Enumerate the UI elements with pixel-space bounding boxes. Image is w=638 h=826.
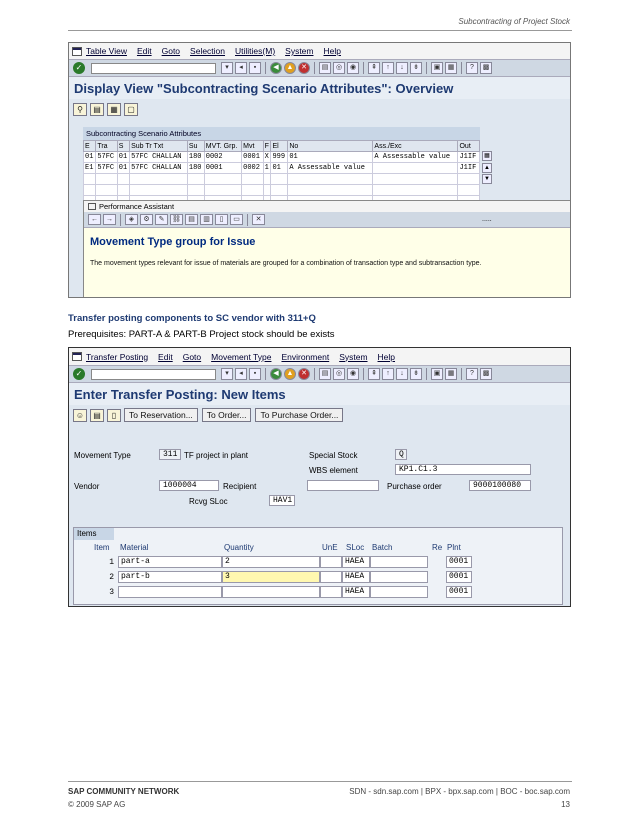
pa-text: The movement types relevant for issue of materials are grouped for a combination of transaction type and subtransaction type.	[90, 260, 482, 267]
footer-divider	[68, 781, 572, 782]
une-input[interactable]	[320, 586, 342, 598]
vendor-field[interactable]: 1000004	[159, 480, 219, 491]
items-caption: Items	[74, 528, 114, 540]
scenario-attributes-table	[83, 127, 480, 207]
footer-links: SDN - sdn.sap.com | BPX - bpx.sap.com | BOC - boc.sap.com	[349, 787, 570, 796]
vendor-label: Vendor	[74, 482, 100, 491]
wbs-element-label: WBS element	[309, 466, 358, 475]
table-cell	[271, 185, 288, 196]
table-cell: A Assessable value	[288, 163, 373, 174]
table-cell	[271, 174, 288, 185]
pa-back-icon[interactable]: ←	[88, 214, 101, 225]
column-header[interactable]: F	[263, 141, 271, 152]
table-cell: 180	[187, 163, 204, 174]
toolbar-separator	[363, 368, 364, 380]
last-page-icon[interactable]: ⇟	[410, 62, 422, 74]
table-cell: 0002	[204, 152, 241, 163]
material-input[interactable]: part-b	[118, 571, 222, 583]
col-une: UnE	[322, 543, 338, 552]
table-cell: X	[263, 152, 271, 163]
toolbar-separator	[120, 214, 121, 226]
une-input[interactable]	[320, 556, 342, 568]
table-cell: J1IF	[458, 163, 480, 174]
person-icon[interactable]: ☺	[73, 409, 87, 422]
column-header[interactable]: Out	[458, 141, 480, 152]
last-page-icon[interactable]: ⇟	[410, 368, 422, 380]
toolbar-separator	[265, 62, 266, 74]
table-row[interactable]	[84, 163, 480, 174]
back-icon[interactable]: ◀	[270, 368, 282, 380]
table-cell	[204, 185, 241, 196]
plant-input[interactable]: 0001	[446, 571, 472, 583]
empty-table-row[interactable]	[84, 174, 480, 185]
pa-doc-icon[interactable]: ▯	[215, 214, 228, 225]
table-cell	[373, 185, 458, 196]
toolbar-separator	[247, 214, 248, 226]
table-cell	[373, 174, 458, 185]
table-cell: 01	[288, 152, 373, 163]
movement-type-field: 311	[159, 449, 181, 460]
find-icon[interactable]: ◎	[333, 62, 345, 74]
recipient-field[interactable]	[307, 480, 379, 491]
items-section	[73, 527, 563, 605]
save-icon[interactable]: ▪	[249, 62, 261, 74]
new-session-icon[interactable]: ▣	[431, 62, 443, 74]
footer-sdn[interactable]: SDN - sdn.sap.com	[349, 787, 419, 796]
application-toolbar	[69, 99, 570, 119]
find-next-icon[interactable]: ◉	[347, 62, 359, 74]
rcvg-sloc-label: Rcvg SLoc	[189, 497, 228, 506]
column-header[interactable]: No	[288, 141, 373, 152]
column-header[interactable]: Sub Tr Txt	[130, 141, 188, 152]
performance-assistant	[83, 200, 571, 298]
cancel-icon[interactable]: ✕	[298, 368, 310, 380]
back-arrow-icon[interactable]: ◂	[235, 62, 247, 74]
quantity-input[interactable]: 3	[222, 571, 320, 583]
quantity-input[interactable]: 2	[222, 556, 320, 568]
table-cell	[263, 185, 271, 196]
back-arrow-icon[interactable]: ◂	[235, 368, 247, 380]
menu-goto[interactable]: Goto	[161, 46, 181, 56]
back-icon[interactable]: ◀	[270, 62, 282, 74]
dropdown-icon[interactable]: ▾	[221, 368, 233, 380]
table-row[interactable]	[84, 152, 480, 163]
item-number: 2	[109, 573, 114, 582]
menu-edit[interactable]: Edit	[158, 351, 173, 362]
toolbar-separator	[426, 62, 427, 74]
table-caption: Subcontracting Scenario Attributes	[83, 127, 480, 140]
movement-type-label: Movement Type	[74, 451, 131, 460]
deselect-all-icon[interactable]: ▢	[124, 103, 138, 116]
pa-link-icon[interactable]: ⛓	[170, 214, 183, 225]
standard-toolbar	[69, 59, 570, 77]
toolbar-separator	[314, 368, 315, 380]
footer-boc[interactable]: BOC - boc.sap.com	[500, 787, 570, 796]
pa-glossary-icon[interactable]: ◈	[125, 214, 138, 225]
exit-icon[interactable]: ▲	[284, 62, 296, 74]
table-cell: 0002	[242, 163, 263, 174]
sap-window-transfer-posting	[68, 347, 571, 607]
menu-system[interactable]: System	[339, 351, 368, 362]
table-cell	[373, 163, 458, 174]
new-session-icon[interactable]: ▣	[431, 368, 443, 380]
pa-close-icon[interactable]: ✕	[252, 214, 265, 225]
prev-page-icon[interactable]: ↑	[382, 368, 394, 380]
pa-title-bar	[84, 201, 571, 212]
shortcut-icon[interactable]: ▦	[445, 62, 457, 74]
sap-window-table-view	[68, 42, 571, 298]
display-change-icon[interactable]: ⚲	[73, 103, 87, 116]
window-icon[interactable]	[72, 47, 82, 56]
toolbar-separator	[461, 368, 462, 380]
table-cell: 01	[117, 163, 129, 174]
pa-edit-icon[interactable]: ✎	[155, 214, 168, 225]
to-purchase-order-button[interactable]: To Purchase Order...	[255, 408, 343, 422]
footer-copyright: © 2009 SAP AG	[68, 800, 126, 809]
print-icon[interactable]: ▤	[319, 62, 331, 74]
attributes-grid	[83, 140, 480, 207]
column-header[interactable]: S	[117, 141, 129, 152]
table-cell: 0001	[242, 152, 263, 163]
pa-tabs-icon[interactable]: ▥	[200, 214, 213, 225]
col-item: Item	[94, 543, 110, 552]
plant-input[interactable]: 0001	[446, 556, 472, 568]
col-plnt: Plnt	[447, 543, 461, 552]
table-cell	[288, 174, 373, 185]
table-cell	[458, 185, 480, 196]
table-cell	[263, 174, 271, 185]
table-cell: 57FC CHALLAN	[130, 163, 188, 174]
col-sloc: SLoc	[346, 543, 365, 552]
menu-help[interactable]: Help	[377, 351, 396, 362]
details-icon[interactable]: ▤	[90, 103, 104, 116]
menu-bar	[69, 43, 570, 59]
enter-check-icon[interactable]: ✓	[73, 62, 85, 74]
plant-input[interactable]: 0001	[446, 586, 472, 598]
batch-input[interactable]	[370, 586, 428, 598]
une-input[interactable]	[320, 571, 342, 583]
column-header[interactable]: Tra	[96, 141, 117, 152]
toolbar-separator	[461, 62, 462, 74]
screen-title: Enter Transfer Posting: New Items	[69, 383, 570, 405]
find-icon[interactable]: ◎	[333, 368, 345, 380]
column-header[interactable]: Ass./Exc	[373, 141, 458, 152]
first-page-icon[interactable]: ⇞	[368, 62, 380, 74]
sloc-input[interactable]: HAEA	[342, 586, 370, 598]
table-cell: 57FC	[96, 163, 117, 174]
table-cell: E1	[84, 163, 96, 174]
table-cell: 999	[271, 152, 288, 163]
menu-edit[interactable]: Edit	[136, 46, 152, 56]
menu-goto[interactable]: Goto	[182, 351, 202, 362]
scroll-down-icon[interactable]: ▼	[482, 174, 492, 184]
enter-check-icon[interactable]: ✓	[73, 368, 85, 380]
item-number: 3	[109, 588, 114, 597]
item-number: 1	[109, 558, 114, 567]
material-input[interactable]	[118, 586, 222, 598]
column-header[interactable]: MVT. Grp.	[204, 141, 241, 152]
header-divider	[68, 30, 572, 31]
table-cell	[96, 185, 117, 196]
purchase-order-field[interactable]: 9000100080	[469, 480, 531, 491]
command-field[interactable]	[91, 63, 216, 74]
menu-table-view[interactable]: Table View	[86, 46, 127, 56]
pa-resize-dots: .....	[482, 216, 492, 223]
table-cell	[130, 174, 188, 185]
layout-menu-icon[interactable]: ▩	[480, 62, 492, 74]
print-icon[interactable]: ▤	[319, 368, 331, 380]
table-cell: 1	[263, 163, 271, 174]
batch-input[interactable]	[370, 556, 428, 568]
document-header-title: Subcontracting of Project Stock	[458, 17, 570, 26]
toolbar-separator	[363, 62, 364, 74]
new-document-icon[interactable]: ▯	[107, 409, 121, 422]
menu-help[interactable]: Help	[323, 46, 341, 56]
find-next-icon[interactable]: ◉	[347, 368, 359, 380]
prerequisites-text: Prerequisites: PART-A & PART-B Project stock should be exists	[68, 329, 335, 340]
wbs-element-field[interactable]: KP1.C1.3	[395, 464, 531, 475]
empty-table-row[interactable]	[84, 185, 480, 196]
col-quantity: Quantity	[224, 543, 254, 552]
table-cell	[96, 174, 117, 185]
pa-settings-icon[interactable]: ▭	[230, 214, 243, 225]
menu-utilities[interactable]: Utilities(M)	[235, 46, 276, 56]
next-page-icon[interactable]: ↓	[396, 368, 408, 380]
pa-heading: Movement Type group for Issue	[90, 236, 256, 248]
dropdown-icon[interactable]: ▾	[221, 62, 233, 74]
pa-toolbar	[84, 212, 571, 228]
shortcut-icon[interactable]: ▦	[445, 368, 457, 380]
table-cell: J1IF	[458, 152, 480, 163]
help-icon[interactable]: ?	[466, 368, 478, 380]
table-cell	[117, 185, 129, 196]
window-icon[interactable]	[72, 352, 82, 361]
rcvg-sloc-field[interactable]: HAV1	[269, 495, 295, 506]
footer-bpx[interactable]: BPX - bpx.sap.com	[425, 787, 494, 796]
table-scrollbar[interactable]	[482, 151, 492, 185]
batch-input[interactable]	[370, 571, 428, 583]
table-cell	[84, 185, 96, 196]
save-icon[interactable]: ▪	[249, 368, 261, 380]
standard-toolbar	[69, 365, 570, 383]
column-header[interactable]: Mvt	[242, 141, 263, 152]
column-header[interactable]: E	[84, 141, 96, 152]
special-stock-field: Q	[395, 449, 407, 460]
table-cell: A Assessable value	[373, 152, 458, 163]
table-cell	[187, 174, 204, 185]
layout-menu-icon[interactable]: ▩	[480, 368, 492, 380]
recipient-label: Recipient	[223, 482, 257, 491]
help-icon[interactable]: ?	[466, 62, 478, 74]
first-page-icon[interactable]: ⇞	[368, 368, 380, 380]
select-all-icon[interactable]: ▦	[107, 103, 121, 116]
table-cell	[187, 185, 204, 196]
command-field[interactable]	[91, 369, 216, 380]
pa-forward-icon[interactable]: →	[103, 214, 116, 225]
to-order-button[interactable]: To Order...	[202, 408, 252, 422]
next-page-icon[interactable]: ↓	[396, 62, 408, 74]
material-input[interactable]: part-a	[118, 556, 222, 568]
table-cell: 01	[84, 152, 96, 163]
column-header[interactable]: El	[271, 141, 288, 152]
col-batch: Batch	[372, 543, 393, 552]
menu-movement-type[interactable]: Movement Type	[211, 351, 272, 362]
menu-environment[interactable]: Environment	[281, 351, 330, 362]
table-cell: 01	[117, 152, 129, 163]
pa-tech-info-icon[interactable]: ⚙	[140, 214, 153, 225]
special-stock-label: Special Stock	[309, 451, 358, 460]
sloc-input[interactable]: HAEA	[342, 571, 370, 583]
footer-network: SAP COMMUNITY NETWORK	[68, 787, 180, 796]
pa-body	[84, 228, 571, 298]
prev-page-icon[interactable]: ↑	[382, 62, 394, 74]
application-toolbar	[69, 405, 570, 425]
table-cell	[242, 174, 263, 185]
purchase-order-label: Purchase order	[387, 482, 442, 491]
quantity-input[interactable]	[222, 586, 320, 598]
pa-print-icon[interactable]: ▤	[185, 214, 198, 225]
table-cell: 180	[187, 152, 204, 163]
table-cell	[288, 185, 373, 196]
exit-icon[interactable]: ▲	[284, 368, 296, 380]
menu-transfer-posting[interactable]: Transfer Posting	[86, 351, 149, 362]
form-area	[69, 445, 571, 607]
table-cell	[242, 185, 263, 196]
movement-type-desc: TF project in plant	[184, 451, 249, 460]
table-cell: 0001	[204, 163, 241, 174]
table-cell: 57FC	[96, 152, 117, 163]
toolbar-separator	[314, 62, 315, 74]
table-cell	[204, 174, 241, 185]
page-number: 13	[561, 800, 570, 809]
sloc-input[interactable]: HAEA	[342, 556, 370, 568]
screen-title: Display View "Subcontracting Scenario Attributes": Overview	[69, 77, 570, 99]
scroll-up-icon[interactable]: ▲	[482, 163, 492, 173]
table-cell	[84, 174, 96, 185]
reference-icon[interactable]: ▤	[90, 409, 104, 422]
cancel-icon[interactable]: ✕	[298, 62, 310, 74]
menu-bar	[69, 348, 570, 365]
to-reservation-button[interactable]: To Reservation...	[124, 408, 198, 422]
column-header[interactable]: Su	[187, 141, 204, 152]
col-re: Re	[432, 543, 443, 552]
pa-title: Performance Assistant	[99, 202, 175, 211]
menu-selection[interactable]: Selection	[190, 46, 226, 56]
table-cell	[117, 174, 129, 185]
table-cell: 01	[271, 163, 288, 174]
table-cell	[130, 185, 188, 196]
toolbar-separator	[265, 368, 266, 380]
col-material: Material	[120, 543, 149, 552]
pa-window-icon[interactable]	[88, 203, 96, 210]
section-heading: Transfer posting components to SC vendor with 311+Q	[68, 313, 316, 324]
menu-system[interactable]: System	[285, 46, 314, 56]
table-cell	[458, 174, 480, 185]
column-settings-icon[interactable]: ▦	[482, 151, 492, 161]
table-cell: 57FC CHALLAN	[130, 152, 188, 163]
toolbar-separator	[426, 368, 427, 380]
